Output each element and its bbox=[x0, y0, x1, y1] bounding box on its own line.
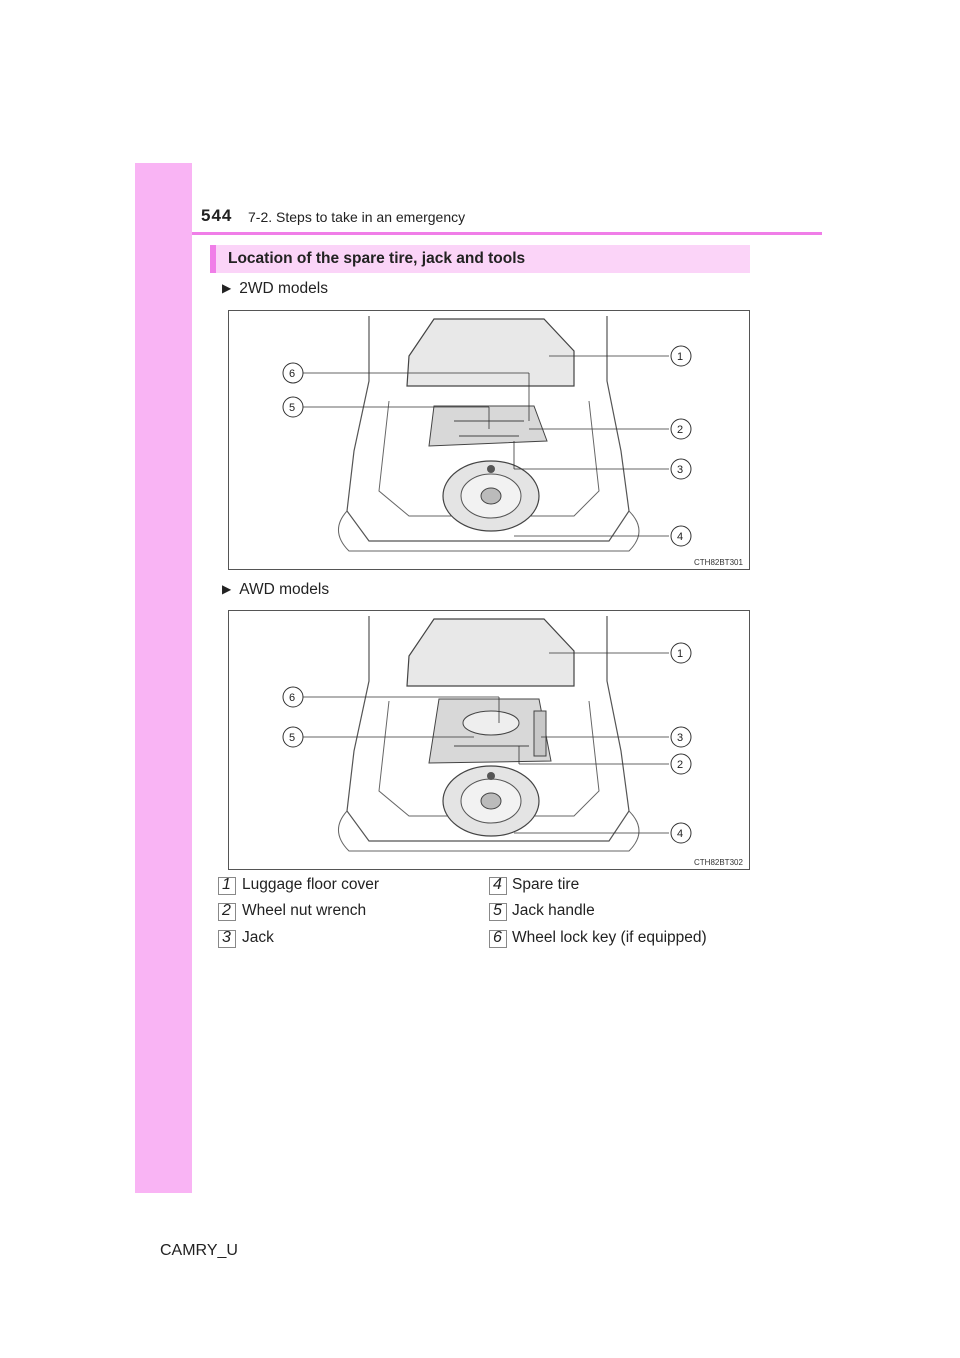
triangle-bullet-icon: ▶ bbox=[222, 281, 232, 295]
callout-1 bbox=[671, 643, 691, 663]
page-number: 544 bbox=[201, 206, 233, 225]
box-heading bbox=[210, 245, 750, 273]
model-label-2wd: ▶ 2WD models bbox=[222, 280, 328, 297]
svg-text:6: 6 bbox=[289, 692, 296, 704]
side-color-band bbox=[135, 163, 192, 1193]
legend-item-jack: Jack bbox=[242, 929, 274, 946]
callout-6 bbox=[283, 687, 303, 707]
svg-text:3: 3 bbox=[677, 732, 684, 744]
svg-text:4: 4 bbox=[677, 531, 684, 543]
header-rule bbox=[192, 232, 822, 235]
legend-item-wheel-lock-key: Wheel lock key (if equipped) bbox=[512, 929, 707, 946]
callout-1 bbox=[671, 346, 691, 366]
svg-text:5: 5 bbox=[289, 732, 296, 744]
triangle-bullet-icon: ▶ bbox=[222, 582, 232, 596]
figure-2wd-trunk bbox=[228, 310, 750, 570]
legend-number: 4 bbox=[493, 876, 502, 893]
legend-number: 1 bbox=[222, 876, 231, 893]
callout-4 bbox=[671, 823, 691, 843]
trunk-illustration-2wd bbox=[229, 311, 751, 571]
svg-text:2: 2 bbox=[677, 759, 684, 771]
callout-5 bbox=[283, 727, 303, 747]
callout-5 bbox=[283, 397, 303, 417]
footer-doc-code: CAMRY_U bbox=[160, 1242, 238, 1259]
legend-number: 2 bbox=[222, 902, 231, 919]
legend-item-jack-handle: Jack handle bbox=[512, 902, 595, 919]
legend-item-spare-tire: Spare tire bbox=[512, 876, 580, 893]
legend-item-wheel-nut-wrench: Wheel nut wrench bbox=[242, 902, 367, 919]
figure-code: CTH82BT301 bbox=[694, 558, 743, 567]
callout-3 bbox=[671, 727, 691, 747]
svg-text:2: 2 bbox=[677, 424, 684, 436]
svg-text:5: 5 bbox=[289, 402, 296, 414]
svg-text:1: 1 bbox=[677, 648, 684, 660]
box-heading-title: Location of the spare tire, jack and tools bbox=[228, 250, 526, 267]
callout-4 bbox=[671, 526, 691, 546]
svg-text:1: 1 bbox=[677, 351, 684, 363]
section-title: 7-2. Steps to take in an emergency bbox=[248, 209, 466, 225]
callout-3 bbox=[671, 459, 691, 479]
trunk-illustration-awd bbox=[229, 611, 751, 871]
svg-text:3: 3 bbox=[677, 464, 684, 476]
legend-item-luggage-floor-cover: Luggage floor cover bbox=[242, 876, 380, 893]
svg-text:6: 6 bbox=[289, 368, 296, 380]
svg-text:4: 4 bbox=[677, 828, 684, 840]
callout-2 bbox=[671, 419, 691, 439]
figure-code: CTH82BT302 bbox=[694, 858, 743, 867]
callout-2 bbox=[671, 754, 691, 774]
callout-6 bbox=[283, 363, 303, 383]
model-label-awd: ▶ AWD models bbox=[222, 581, 330, 598]
legend-number: 6 bbox=[493, 929, 502, 946]
legend-number: 5 bbox=[493, 902, 502, 919]
figure-awd-trunk bbox=[228, 610, 750, 870]
legend-number: 3 bbox=[222, 929, 231, 946]
